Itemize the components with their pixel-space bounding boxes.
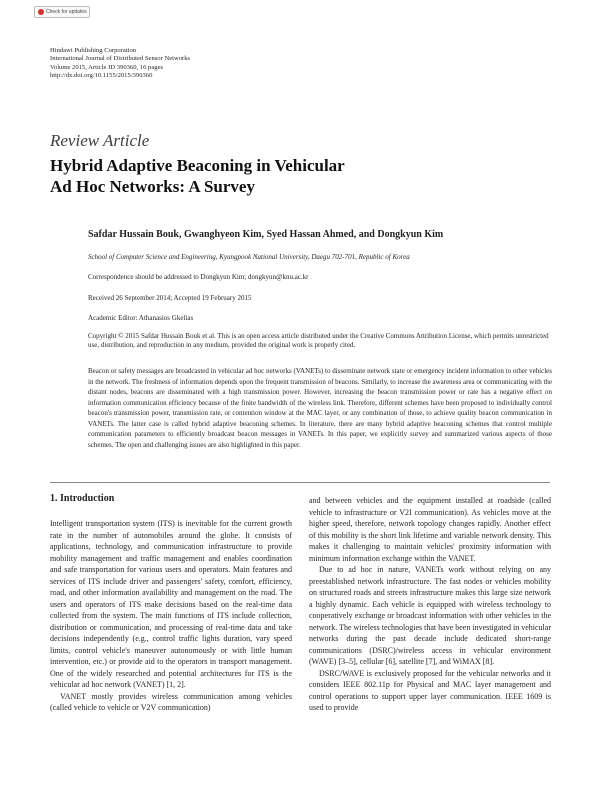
volume-info: Volume 2015, Article ID 390360, 16 pages — [50, 63, 164, 71]
academic-editor: Academic Editor: Athanasios Gkelias — [88, 314, 194, 322]
section-divider — [50, 482, 550, 483]
title-line-1: Hybrid Adaptive Beaconing in Vehicular — [50, 156, 345, 175]
paragraph: VANET mostly provides wireless communication among vehicles (called vehicle to vehicle or V2V communication) — [50, 691, 292, 712]
update-icon — [38, 9, 44, 15]
copyright-notice: Copyright © 2015 Safdar Hussain Bouk et al. This is an open access article distributed under the Creative Commons Attribution License, which permits unrestricted use, distribution, and reproduction in any medium, provided the original work is properly cited. — [88, 332, 549, 350]
publisher-info — [50, 47, 190, 81]
article-type: Review Article — [50, 131, 150, 150]
affiliation: School of Computer Science and Engineering, Kyungpook National University, Daegu 702-701, Republic of Korea — [88, 253, 410, 261]
left-column — [50, 518, 292, 714]
check-for-updates-badge[interactable] — [34, 6, 90, 18]
badge-label: Check for updates — [46, 9, 87, 15]
journal-name: International Journal of Distributed Sensor Networks — [50, 55, 191, 63]
paragraph: DSRC/WAVE is exclusively proposed for the vehicular networks and it considers IEEE 802.11p for Physical and MAC layer management and control operations to support upper layer communication. IEEE 1609 is used to provide — [309, 668, 551, 712]
paragraph: Due to ad hoc in nature, VANETs work without relying on any preestablished network infrastructure. The fast nodes or vehicles mobility on structured roads and streets infrastructure makes this large size network a highly dynamic. Each vehicle is equipped with wireless technology to cooperatively exchange or broadcast information with other vehicles in the network. The wireless technologies that have been investigated in vehicular networks during the past decade include dedicated short-range communications (DSRC)/wireless access in vehicular environment (WAVE) [3–5], cellular [6], satellite [7], and WiMAX [8]. — [309, 565, 551, 666]
title-line-2: Ad Hoc Networks: A Survey — [50, 176, 255, 196]
received-dates: Received 26 September 2014; Accepted 19 February 2015 — [88, 294, 252, 302]
article-title — [50, 156, 550, 197]
section-heading: 1. Introduction — [50, 493, 115, 504]
right-column — [309, 495, 551, 714]
doi-link[interactable]: http://dx.doi.org/10.1155/2015/390360 — [50, 72, 153, 80]
paragraph: and between vehicles and the equipment installed at roadside (called vehicle to infrastructure or V2I communication). As vehicles move at the higher speed, therefore, network topology changes rapidly. Another effect of this mobility is the short link lifetime and variable network density. This makes it challenging to maintain vehicles' proximity information with minimum information exchange within the VANET. — [309, 496, 551, 563]
correspondence: Correspondence should be addressed to Dongkyun Kim; dongkyun@knu.ac.kr — [88, 273, 309, 281]
author-list: Safdar Hussain Bouk, Gwanghyeon Kim, Syed Hassan Ahmed, and Dongkyun Kim — [88, 229, 444, 240]
publisher-name: Hindawi Publishing Corporation — [50, 47, 137, 54]
abstract: Beacon or safety messages are broadcasted in vehicular ad hoc networks (VANETs) to disseminate network state or emergency incident information to other vehicles in the network. The freshness of information depends upon the frequent transmission of beacons. Similarly, to increase the awareness area or communicating with the distant nodes, beacons are disseminated with a high transmission power. However, increasing the beacon transmission power or rate has a negative effect on information communication efficiency because of the finite bandwidth of the wireless link. Therefore, different schemes have been proposed to individually control beacon's transmission power, transmission rate, or contention window at the MAC layer, or any combination of those, to achieve quality beacon communication in VANETs. The latter case is called hybrid adaptive beaconing schemes. In literature, there are many hybrid adaptive beaconing schemes that control multiple communication parameters to efficiently broadcast beacon messages in VANETs. In this paper, we explicitly survey and summarized various aspects of those schemes. The open and challenging issues are also highlighted in this paper. — [88, 367, 553, 449]
paragraph: Intelligent transportation system (ITS) is inevitable for the current growth rate in the number of automobiles around the globe. It consists of applications, technology, and communication infrastructure to provide mobility management and traffic management and enables coordination and safe transportation for various users and operators. Main features and services of ITS include driver and passengers' safety, comfort, efficiency, road, and other information availability and management on the road. The users and operators of ITS make decisions based on the real-time data collected from the system. The main functions of ITS include collection, distribution or communication, and processing of real-time data and take decisions independently (e.g., control traffic lights duration, vary speed limits, control vehicle's maneuver autonomously or with little human intervention, etc.) or provide aid to the operators in transport management. One of the widely researched and potential architectures for ITS is the vehicular ad hoc network (VANET) [1, 2]. — [50, 519, 292, 689]
